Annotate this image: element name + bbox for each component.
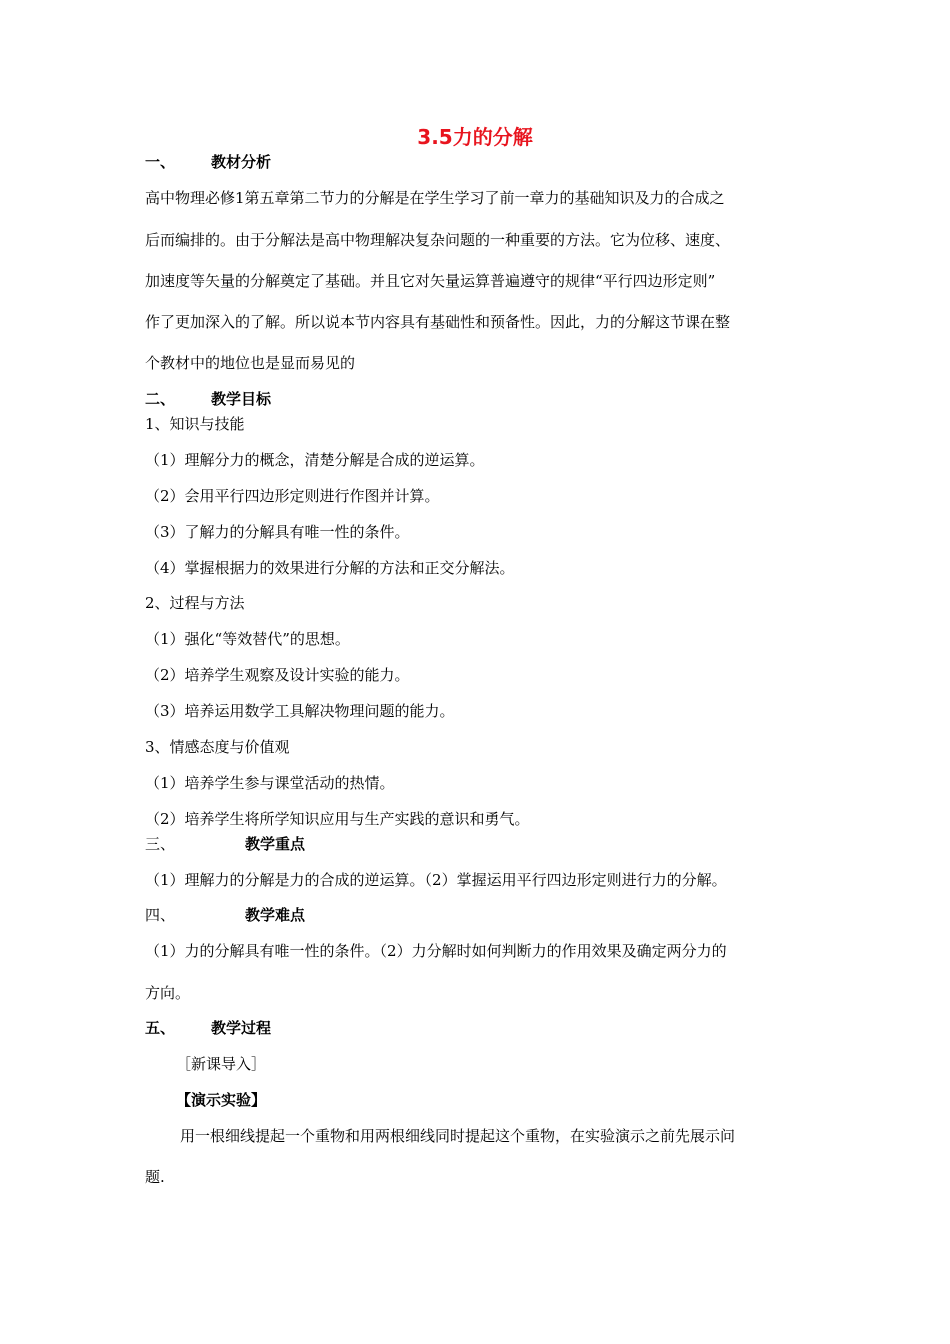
paragraph-line: 后而编排的。由于分解法是高中物理解决复杂问题的一种重要的方法。它为位移、速度、 (145, 231, 731, 249)
section-number: 四、 (145, 906, 176, 924)
list-item: （2）会用平行四边形定则进行作图并计算。 (145, 487, 440, 505)
section-heading-1 (145, 152, 272, 172)
paragraph-line: （1）理解力的分解是力的合成的逆运算。（2）掌握运用平行四边形定则进行力的分解。 (145, 871, 727, 889)
subsection-title: 2、过程与方法 (145, 594, 245, 612)
page-title: 3.5力的分解 (417, 125, 533, 149)
section-heading-4 (145, 905, 306, 925)
section-number: 五、 (145, 1019, 176, 1037)
section-title: 教学目标 (211, 390, 272, 408)
paragraph-line: 方向。 (145, 984, 191, 1002)
list-item: （1）理解分力的概念，清楚分解是合成的逆运算。 (145, 451, 485, 469)
section-heading-2 (145, 389, 272, 409)
section-title: 教学难点 (245, 906, 306, 924)
list-item: （2）培养学生观察及设计实验的能力。 (145, 666, 410, 684)
list-item: （1）培养学生参与课堂活动的热情。 (145, 774, 395, 792)
subsection-title: 1、知识与技能 (145, 415, 245, 433)
process-label-demo: 【演示实验】 (176, 1091, 267, 1109)
section-title: 教材分析 (211, 153, 272, 171)
section-number: 一、 (145, 153, 176, 171)
list-item: （4）掌握根据力的效果进行分解的方法和正交分解法。 (145, 559, 515, 577)
list-item: （3）培养运用数学工具解决物理问题的能力。 (145, 702, 455, 720)
paragraph-line: 加速度等矢量的分解奠定了基础。并且它对矢量运算普遍遵守的规律“平行四边形定则” (145, 272, 716, 290)
subsection-title: 3、情感态度与价值观 (145, 738, 290, 756)
section-title: 教学过程 (211, 1019, 272, 1037)
section-number: 三、 (145, 835, 176, 853)
section-number: 二、 (145, 390, 176, 408)
list-item: （2）培养学生将所学知识应用与生产实践的意识和勇气。 (145, 810, 530, 828)
section-title: 教学重点 (245, 835, 306, 853)
paragraph-line: 个教材中的地位也是显而易见的 (145, 354, 356, 372)
list-item: （1）强化“等效替代”的思想。 (145, 630, 350, 648)
paragraph-line: 用一根细线提起一个重物和用两根细线同时提起这个重物，在实验演示之前先展示问 (180, 1127, 736, 1145)
paragraph-line: 作了更加深入的了解。所以说本节内容具有基础性和预备性。因此，力的分解这节课在整 (145, 313, 731, 331)
section-heading-3 (145, 834, 306, 854)
list-item: （3）了解力的分解具有唯一性的条件。 (145, 523, 410, 541)
section-heading-5 (145, 1018, 272, 1038)
paragraph-line: （1）力的分解具有唯一性的条件。（2）力分解时如何判断力的作用效果及确定两分力的 (145, 942, 727, 960)
paragraph-line: 题. (145, 1168, 165, 1186)
paragraph-line: 高中物理必修1第五章第二节力的分解是在学生学习了前一章力的基础知识及力的合成之 (145, 189, 725, 207)
process-label-new-lesson: ［新课导入］ (176, 1055, 267, 1073)
